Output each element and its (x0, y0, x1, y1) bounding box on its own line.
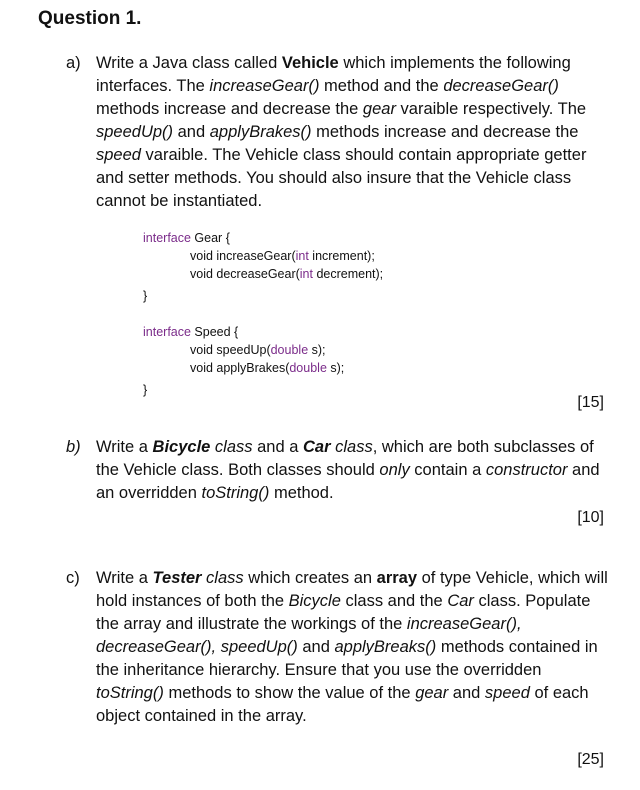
code-line: interface Speed { (143, 325, 239, 339)
part-a-label: a) (66, 54, 81, 72)
code-line: void increaseGear(int increment); (190, 249, 375, 263)
part-b-marks: [10] (577, 509, 604, 526)
part-c-marks: [25] (577, 751, 604, 768)
code-line: } (143, 289, 148, 303)
part-a-text: Write a Java class called Vehicle which implements the following interfaces. The increaseGear() method and the decreaseGear() methods increase and decrease the gear varaible respectively. The speedUp() and applyBrakes() methods increase and decrease the speed varaible. The Vehicle class should contain appropriate getter and setter methods. You should also insure that the Vehicle class cannot be instantiated. (96, 54, 587, 210)
part-b-label: b) (66, 438, 81, 456)
part-b-text: Write a Bicycle class and a Car class, which are both subclasses of the Vehicle class. Both classes should only contain a constructor and an overridden toString() method. (96, 438, 600, 502)
part-c-label: c) (66, 569, 80, 587)
code-line: void applyBrakes(double s); (190, 361, 345, 375)
code-line: interface Gear { (143, 231, 230, 245)
code-line: void decreaseGear(int decrement); (190, 267, 384, 281)
code-block (143, 229, 383, 399)
code-line: } (143, 383, 148, 397)
part-a (66, 52, 611, 213)
part-b (66, 436, 611, 505)
part-a-marks: [15] (577, 394, 604, 411)
question-title: Question 1. (38, 8, 142, 29)
part-c (66, 567, 611, 728)
part-c-text: Write a Tester class which creates an array of type Vehicle, which will hold instances of both the Bicycle class and the Car class. Populate the array and illustrate the workings of the increaseGear(), decreaseGear(), speedUp() and applyBreaks() methods contained in the inheritance hierarchy. Ensure that you use the overridden toString() methods to show the value of the gear and speed of each object contained in the array. (96, 569, 608, 725)
code-line: void speedUp(double s); (190, 343, 326, 357)
